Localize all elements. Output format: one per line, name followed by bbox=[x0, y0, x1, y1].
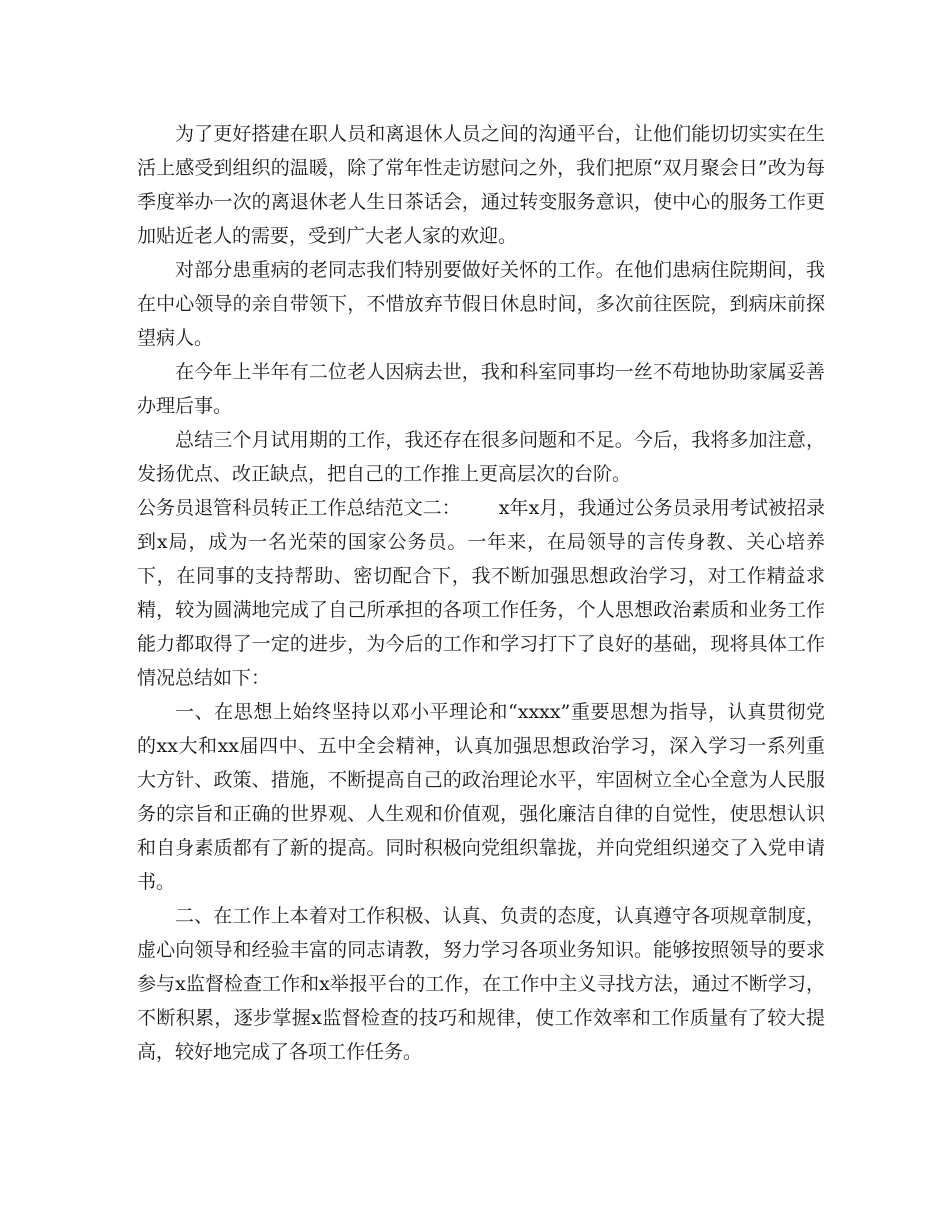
paragraph-tea-party: 为了更好搭建在职人员和离退休人员之间的沟通平台，让他们能切切实实在生活上感受到组织的温暖，除了常年性走访慰问之外，我们把原“双月聚会日”改为每季度举办一次的离退休老人生日茶话会，通过转变服务意识，使中心的服务工作更加贴近老人的需要，受到广大老人家的欢迎。 bbox=[137, 123, 825, 247]
section-intro: x年x月，我通过公务员录用考试被招录到x局，成为一名光荣的国家公务员。一年来，在局领导的言传身教、关心培养下，在同事的支持帮助、密切配合下，我不断加强思想政治学习，对工作精益求精，较为圆满地完成了自己所承担的各项工作任务，个人思想政治素质和业务工作能力都取得了一定的进步，为今后的工作和学习打下了良好的基础，现将具体工作情况总结如下： bbox=[137, 497, 825, 689]
paragraph-funerals: 在今年上半年有二位老人因病去世，我和科室同事均一丝不苟地协助家属妥善办理后事。 bbox=[137, 361, 825, 417]
paragraph-probation-summary: 总结三个月试用期的工作，我还存在很多问题和不足。今后，我将多加注意，发扬优点、改正缺点，把自己的工作推上更高层次的台阶。 bbox=[137, 429, 825, 485]
section-heading: 公务员退管科员转正工作总结范文二： bbox=[137, 497, 461, 519]
paragraph-sample-two bbox=[137, 491, 825, 695]
paragraph-political-thought: 一、在思想上始终坚持以邓小平理论和“xxxx”重要思想为指导，认真贯彻党的xx大和xx届四中、五中全会精神，认真加强思想政治学习，深入学习一系列重大方针、政策、措施，不断提高自己的政治理论水平，牢固树立全心全意为人民服务的宗旨和正确的世界观、人生观和价值观，强化廉洁自律的自觉性，使思想认识和自身素质都有了新的提高。同时积极向党组织靠拢，并向党组织递交了入党申请书。 bbox=[137, 701, 825, 893]
paragraph-hospital-visits: 对部分患重病的老同志我们特别要做好关怀的工作。在他们患病住院期间，我在中心领导的亲自带领下，不惜放弃节假日休息时间，多次前往医院，到病床前探望病人。 bbox=[137, 259, 825, 349]
paragraph-work-attitude: 二、在工作上本着对工作积极、认真、负责的态度，认真遵守各项规章制度，虚心向领导和经验丰富的同志请教，努力学习各项业务知识。能够按照领导的要求参与x监督检查工作和x举报平台的工作，在工作中主义寻找方法，通过不断学习，不断积累，逐步掌握x监督检查的技巧和规律，使工作效率和工作质量有了较大提高，较好地完成了各项工作任务。 bbox=[137, 905, 825, 1063]
document-body bbox=[137, 117, 825, 1069]
